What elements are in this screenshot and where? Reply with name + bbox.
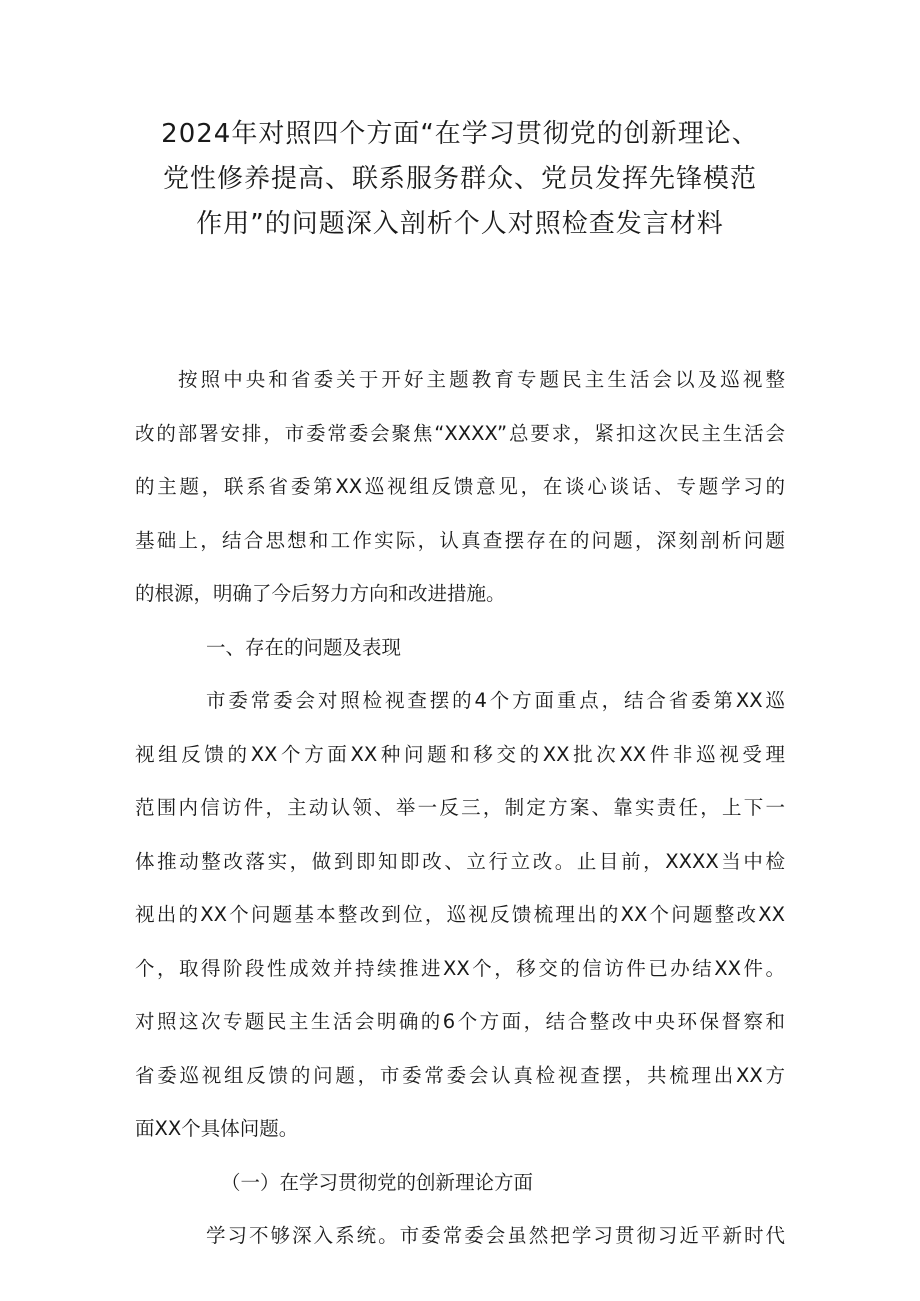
paragraph-intro-line: 改的部署安排，市委常委会聚焦“XXXX”总要求，紧扣这次民主生活会	[135, 421, 785, 445]
paragraph-problems-line: 体推动整改落实，做到即知即改、立行立改。止目前，XXXX当中检	[135, 849, 785, 873]
paragraph-problems-line: 视组反馈的XX个方面XX种问题和移交的XX批次XX件非巡视受理	[135, 742, 785, 766]
paragraph-problems-line: 范围内信访件，主动认领、举一反三，制定方案、靠实责任，上下一	[135, 796, 785, 819]
title-line: 作用”的问题深入剖析个人对照检查发言材料	[196, 209, 724, 239]
paragraph-intro-line: 的根源，明确了今后努力方向和改进措施。	[135, 582, 506, 605]
title-line: 党性修养提高、联系服务群众、党员发挥先锋模范	[162, 164, 757, 194]
paragraph-problems-line: 市委常委会对照检视查摆的4个方面重点，结合省委第XX巡	[206, 689, 785, 712]
document-title	[110, 112, 810, 247]
paragraph-problems-line: 视出的XX个问题基本整改到位，巡视反馈梳理出的XX个问题整改XX	[135, 903, 785, 926]
paragraph-problems-line: 面XX个具体问题。	[135, 1117, 299, 1140]
document-body	[135, 353, 785, 1263]
section-heading: 一、存在的问题及表现	[206, 635, 402, 659]
paragraph-problems-line: 省委巡视组反馈的问题，市委常委会认真检视查摆，共梳理出XX方	[135, 1063, 785, 1087]
paragraph-study-line: 学习不够深入系统。市委常委会虽然把学习贯彻习近平新时代	[206, 1224, 785, 1247]
paragraph-intro-line: 基础上，结合思想和工作实际，认真查摆存在的问题，深刻剖析问题	[135, 528, 785, 552]
paragraph-problems-line: 对照这次专题民主生活会明确的6个方面，结合整改中央环保督察和	[135, 1010, 785, 1033]
paragraph-problems-line: 个，取得阶段性成效并持续推进XX个，移交的信访件已办结XX件。	[135, 956, 785, 980]
subsection-heading: （一）在学习贯彻党的创新理论方面	[221, 1170, 534, 1194]
paragraph-intro-line: 的主题，联系省委第XX巡视组反馈意见，在谈心谈话、专题学习的	[135, 475, 785, 498]
paragraph-intro-line: 按照中央和省委关于开好主题教育专题民主生活会以及巡视整	[178, 368, 785, 391]
title-line: 2024年对照四个方面“在学习贯彻党的创新理论、	[161, 119, 759, 149]
